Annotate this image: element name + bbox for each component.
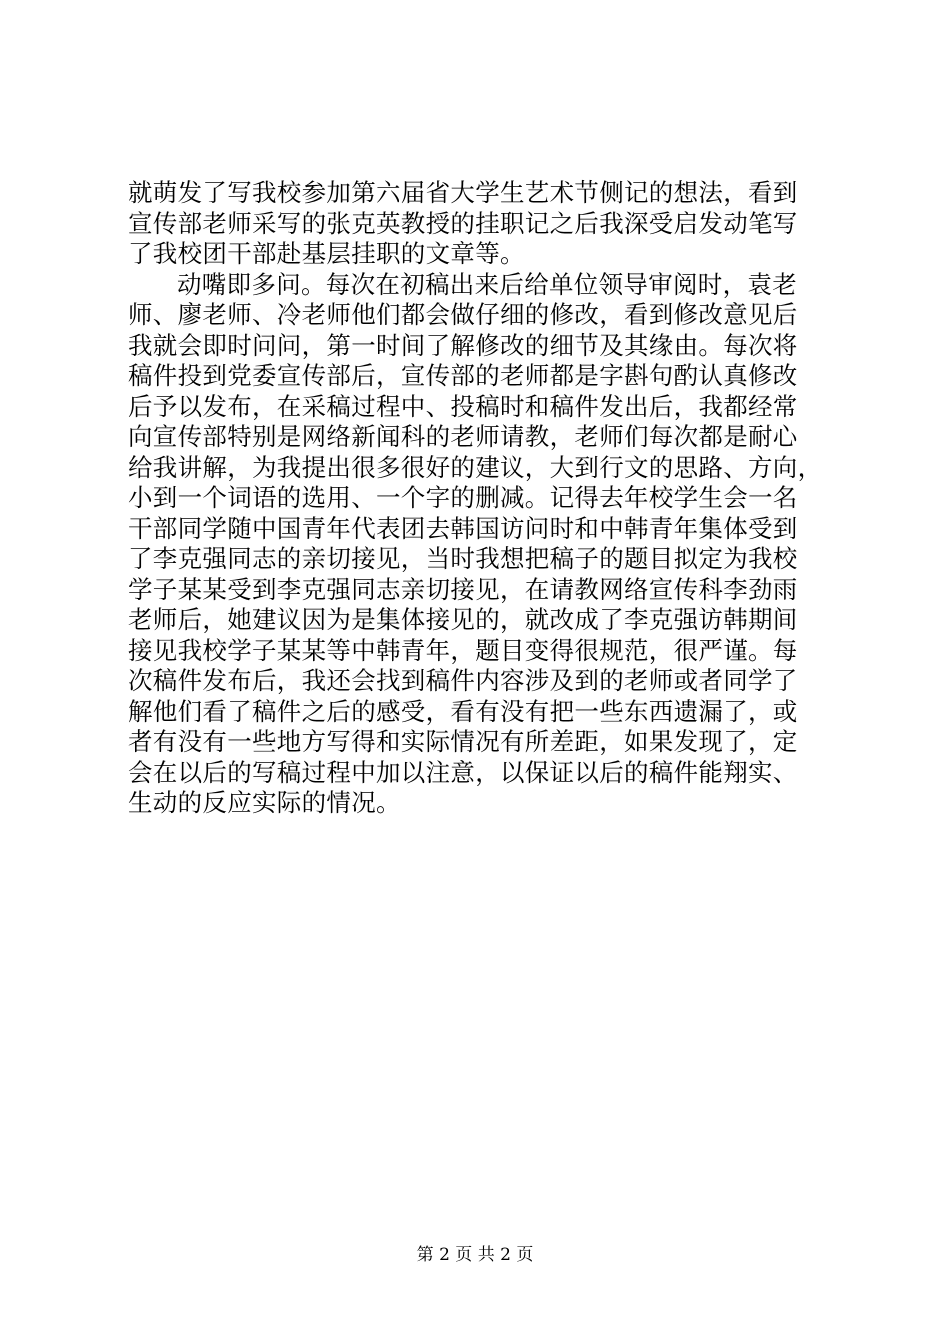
- text-line: 小到一个词语的选用、一个字的删减。记得去年校学生会一名: [128, 483, 798, 512]
- text-line: 会在以后的写稿过程中加以注意，以保证以后的稿件能翔实、: [128, 758, 798, 787]
- text-line: 干部同学随中国青年代表团去韩国访问时和中韩青年集体受到: [128, 514, 798, 543]
- text-line: 者有没有一些地方写得和实际情况有所差距，如果发现了，定: [128, 727, 798, 756]
- page-number-footer: 第 2 页 共 2 页: [416, 1245, 534, 1265]
- text-line: 解他们看了稿件之后的感受，看有没有把一些东西遗漏了，或: [128, 697, 798, 726]
- text-line: 了我校团干部赴基层挂职的文章等。: [128, 239, 525, 268]
- text-line: 老师后，她建议因为是集体接见的，就改成了李克强访韩期间: [128, 605, 798, 634]
- text-line: 师、廖老师、冷老师他们都会做仔细的修改，看到修改意见后: [128, 300, 798, 329]
- text-line: 宣传部老师采写的张克英教授的挂职记之后我深受启发动笔写: [128, 209, 798, 238]
- paragraph-first-line: 动嘴即多问。每次在初稿出来后给单位领导审阅时，袁老: [177, 270, 797, 299]
- text-line: 后予以发布，在采稿过程中、投稿时和稿件发出后，我都经常: [128, 392, 798, 421]
- text-line: 生动的反应实际的情况。: [128, 788, 401, 817]
- text-line: 接见我校学子某某等中韩青年，题目变得很规范，很严谨。每: [128, 636, 798, 665]
- text-line: 给我讲解，为我提出很多很好的建议，大到行文的思路、方向，: [128, 453, 823, 482]
- text-line: 稿件投到党委宣传部后，宣传部的老师都是字斟句酌认真修改: [128, 361, 798, 390]
- text-line: 了李克强同志的亲切接见，当时我想把稿子的题目拟定为我校: [128, 544, 798, 573]
- text-line: 就萌发了写我校参加第六届省大学生艺术节侧记的想法，看到: [128, 178, 798, 207]
- text-line: 次稿件发布后，我还会找到稿件内容涉及到的老师或者同学了: [128, 666, 798, 695]
- text-line: 向宣传部特别是网络新闻科的老师请教，老师们每次都是耐心: [128, 422, 798, 451]
- text-line: 我就会即时问问，第一时间了解修改的细节及其缘由。每次将: [128, 331, 798, 360]
- text-line: 学子某某受到李克强同志亲切接见，在请教网络宣传科李劲雨: [128, 575, 798, 604]
